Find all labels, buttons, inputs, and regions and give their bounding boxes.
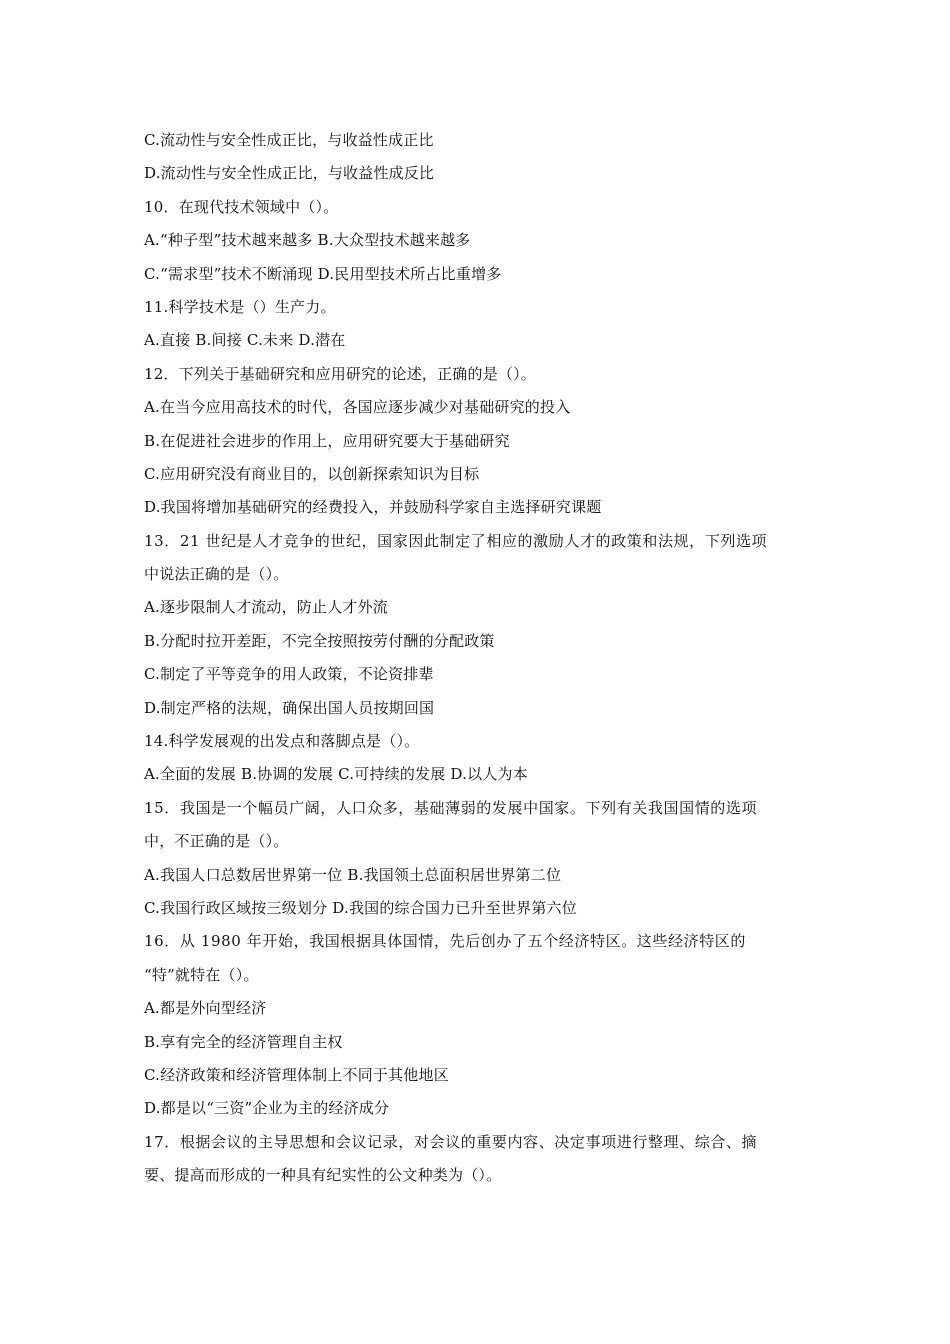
question-line: 16．从 1980 年开始，我国根据具体国情，先后创办了五个经济特区。这些经济特区的 xyxy=(144,932,747,951)
question-line: 15．我国是一个幅员广阔，人口众多，基础薄弱的发展中国家。下列有关我国国情的选项 xyxy=(144,798,758,817)
option-line: C.“需求型”技术不断涌现 D.民用型技术所占比重增多 xyxy=(144,264,502,283)
option-line: A.我国人口总数居世界第一位 B.我国领土总面积居世界第二位 xyxy=(144,865,562,884)
question-line: 12．下列关于基础研究和应用研究的论述，正确的是（）。 xyxy=(144,364,536,383)
option-line: B.在促进社会进步的作用上，应用研究要大于基础研究 xyxy=(144,431,510,450)
question-line: 14.科学发展观的出发点和落脚点是（）。 xyxy=(144,732,420,751)
question-line-continued: 中，不正确的是（）。 xyxy=(144,832,289,851)
question-line: 17．根据会议的主导思想和会议记录，对会议的重要内容、决定事项进行整理、综合、摘 xyxy=(144,1132,758,1151)
question-line-continued: 中说法正确的是（）。 xyxy=(144,565,289,584)
option-line: D.制定严格的法规，确保出国人员按期回国 xyxy=(144,698,435,717)
question-line: 11.科学技术是（）生产力。 xyxy=(144,297,336,316)
question-line: 10．在现代技术领域中（）。 xyxy=(144,197,339,216)
option-line: C.制定了平等竞争的用人政策，不论资排辈 xyxy=(144,665,434,684)
option-line: C.流动性与安全性成正比，与收益性成正比 xyxy=(144,131,434,149)
option-line: D.我国将增加基础研究的经费投入，并鼓励科学家自主选择研究课题 xyxy=(144,498,602,517)
option-line: D.都是以“三资”企业为主的经济成分 xyxy=(144,1099,390,1118)
option-line: A.逐步限制人才流动，防止人才外流 xyxy=(144,598,389,617)
option-line: D.流动性与安全性成正比，与收益性成反比 xyxy=(144,164,435,183)
question-text-body xyxy=(144,124,814,1193)
option-line: A.直接 B.间接 C.未来 D.潜在 xyxy=(144,331,346,350)
option-line: A.都是外向型经济 xyxy=(144,999,267,1018)
option-line: B.分配时拉开差距，不完全按照按劳付酬的分配政策 xyxy=(144,631,495,650)
option-line: C.经济政策和经济管理体制上不同于其他地区 xyxy=(144,1065,449,1084)
option-line: B.享有完全的经济管理自主权 xyxy=(144,1032,343,1051)
question-line-continued: 要、提高而形成的一种具有纪实性的公文种类为（）。 xyxy=(144,1166,502,1185)
option-line: C.我国行政区域按三级划分 D.我国的综合国力已升至世界第六位 xyxy=(144,898,577,917)
question-line-continued: “特”就特在（）。 xyxy=(144,965,259,984)
option-line: A.全面的发展 B.协调的发展 C.可持续的发展 D.以人为本 xyxy=(144,765,528,784)
option-line: A.在当今应用高技术的时代，各国应逐步减少对基础研究的投入 xyxy=(144,398,571,417)
option-line: C.应用研究没有商业目的，以创新探索知识为目标 xyxy=(144,464,480,483)
question-line: 13．21 世纪是人才竞争的世纪，国家因此制定了相应的激励人才的政策和法规，下列选项 xyxy=(144,531,768,550)
option-line: A.“种子型”技术越来越多 B.大众型技术越来越多 xyxy=(144,231,471,250)
